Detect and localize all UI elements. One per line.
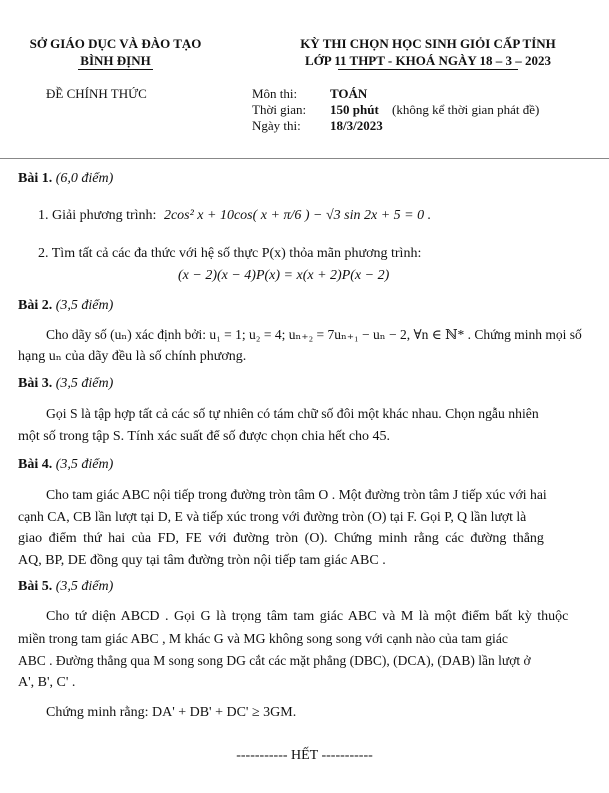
problem-3-points: (3,5 điểm) <box>55 376 114 391</box>
problem-1-q2-equation: (x − 2)(x − 4)P(x) = x(x + 2)P(x − 2) <box>178 268 390 283</box>
problem-1-q2-text: 2. Tìm tất cả các đa thức với hệ số thực P(x) thỏa mãn phương trình: <box>38 246 422 261</box>
problem-2-line-2: hạng uₙ của dãy đều là số chính phương. <box>18 349 247 364</box>
problem-5-heading <box>18 579 113 595</box>
problem-4-line-3: giao điểm thứ hai của FD, FE với đường tròn (O). Chứng minh rằng các đường thẳng <box>18 531 544 546</box>
subject-value: TOÁN <box>330 86 368 101</box>
problem-3-title: Bài 3. <box>18 376 53 391</box>
problem-1-q1-text: 1. Giải phương trình: <box>38 208 157 223</box>
subtitle-underline <box>338 69 518 70</box>
problem-4-line-2: cạnh CA, CB lần lượt tại D, E và tiếp xúc trong với đường tròn (O) tại F. Gọi P, Q lần lượt là <box>18 509 527 524</box>
problem-4-title: Bài 4. <box>18 457 53 472</box>
time-note: (không kể thời gian phát đề) <box>392 102 540 117</box>
problem-1-points: (6,0 điểm) <box>55 171 114 186</box>
date-value: 18/3/2023 <box>330 118 383 133</box>
problem-1-q1-equation: 2cos² x + 10cos( x + π/6 ) − √3 sin 2x + 5 = 0 . <box>163 208 432 223</box>
province-name: BÌNH ĐỊNH <box>80 53 151 68</box>
problem-5-title: Bài 5. <box>18 579 53 594</box>
problem-1-title: Bài 1. <box>18 171 53 186</box>
department-name: SỞ GIÁO DỤC VÀ ĐÀO TẠO <box>29 36 202 51</box>
time-label: Thời gian: <box>252 102 307 117</box>
exam-title: KỲ THI CHỌN HỌC SINH GIỎI CẤP TỈNH <box>300 36 556 51</box>
problem-1-q1 <box>38 208 431 224</box>
problem-5-line-3: ABC . Đường thẳng qua M song song DG cắt các mặt phẳng (DBC), (DCA), (DAB) lần lượt ở <box>18 653 531 668</box>
problem-3-line-1: Gọi S là tập hợp tất cả các số tự nhiên có tám chữ số đôi một khác nhau. Chọn ngẫu nhiên <box>46 406 539 421</box>
problem-5-points: (3,5 điểm) <box>55 579 114 594</box>
problem-5-line-2: miền trong tam giác ABC , M khác G và MG không song song với cạnh nào của tam giác <box>18 631 509 646</box>
problem-3-heading <box>18 376 113 392</box>
problem-1-heading <box>18 171 113 187</box>
problem-5-line-5: Chứng minh rằng: DA' + DB' + DC' ≥ 3GM. <box>46 705 297 720</box>
time-value: 150 phút <box>330 102 379 117</box>
problem-5-line-4: A', B', C' . <box>18 675 76 690</box>
problem-4-points: (3,5 điểm) <box>55 457 114 472</box>
end-marker: ----------- HẾT ----------- <box>236 748 373 763</box>
header-divider <box>0 158 609 159</box>
problem-4-line-1: Cho tam giác ABC nội tiếp trong đường tròn tâm O . Một đường tròn tâm J tiếp xúc với hai <box>46 487 547 502</box>
subject-label: Môn thi: <box>252 86 298 101</box>
problem-4-line-4: AQ, BP, DE đồng quy tại tâm đường tròn nội tiếp tam giác ABC . <box>18 553 386 568</box>
problem-3-line-2: một số trong tập S. Tính xác suất để số được chọn chia hết cho 45. <box>18 429 391 444</box>
exam-subtitle: LỚP 11 THPT - KHOÁ NGÀY 18 – 3 – 2023 <box>304 53 552 68</box>
problem-2-title: Bài 2. <box>18 298 53 313</box>
date-label: Ngày thi: <box>252 118 301 133</box>
problem-2-line-1: Cho dãy số (uₙ) xác định bởi: u₁ = 1; u₂ = 4; uₙ₊₂ = 7uₙ₊₁ − uₙ − 2, ∀n ∈ ℕ* . Chứng minh mọi số <box>46 327 582 342</box>
problem-4-heading <box>18 457 113 473</box>
problem-2-heading <box>18 298 113 314</box>
official-label: ĐỀ CHÍNH THỨC <box>46 86 147 101</box>
problem-5-line-1: Cho tứ diện ABCD . Gọi G là trọng tâm tam giác ABC và M là một điểm bất kỳ thuộc <box>46 609 569 624</box>
province-underline <box>78 69 153 70</box>
problem-2-points: (3,5 điểm) <box>55 298 114 313</box>
